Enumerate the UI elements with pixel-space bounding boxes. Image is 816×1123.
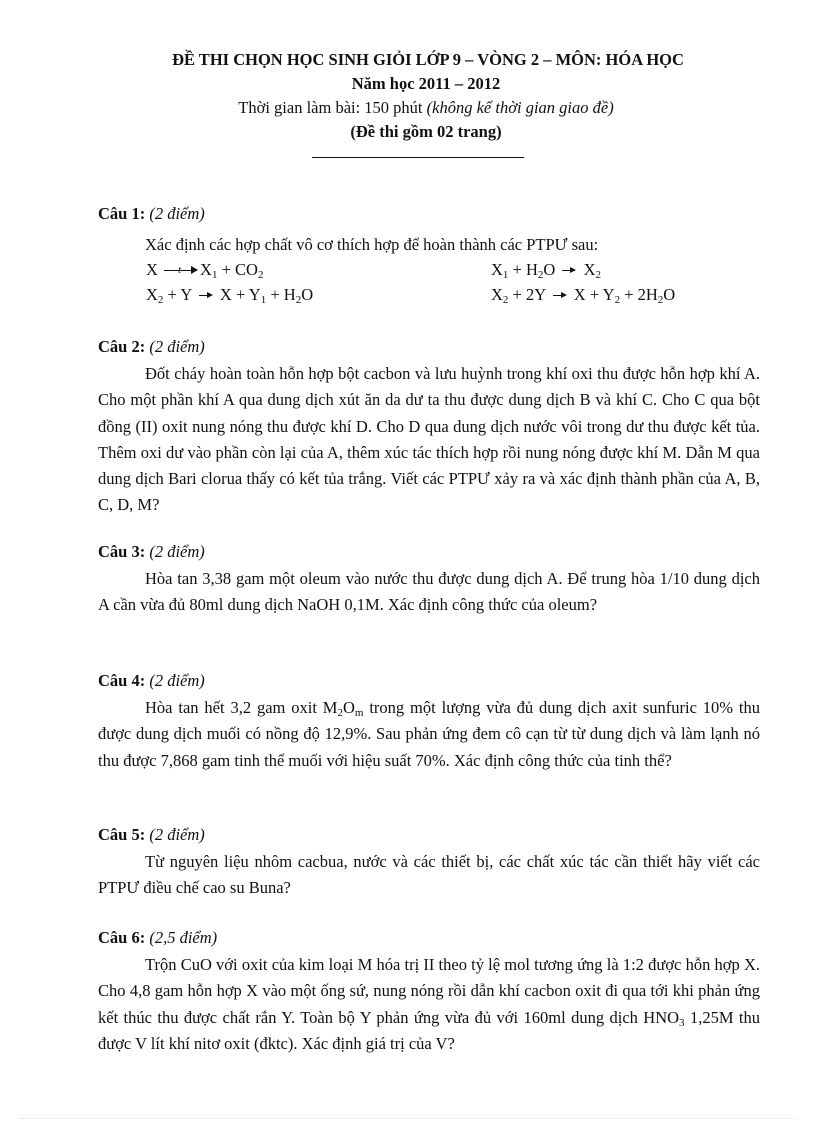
question-title: Câu 2: (2 điểm): [98, 337, 205, 356]
page-bottom-border: [20, 1118, 796, 1119]
exam-header: [0, 48, 816, 144]
question-title: Câu 6: (2,5 điểm): [98, 928, 218, 947]
question-5: [98, 823, 760, 902]
question-2: [98, 335, 760, 519]
equation-1: X t $X_1 + CO_2$: [146, 260, 264, 281]
question-body: Hòa tan hết 3,2 gam oxit $M_2O_m$ trong một lượng vừa đủ dung dịch axit sunfuric 10% thu được dung dịch muối có nồng độ 12,9%. Sau phản ứng đem cô cạn từ từ dung dịch và làm lạnh nó thu được 7,868 gam tinh thể muối với hiệu suất 70%. Xác định công thức của tinh thể?: [98, 698, 760, 770]
exam-title: ĐỀ THI CHỌN HỌC SINH GIỎI LỚP 9 – VÒNG 2 – MÔN: HÓA HỌC: [172, 50, 684, 69]
question-title: Câu 5: (2 điểm): [98, 825, 205, 844]
question-body: Từ nguyên liệu nhôm cacbua, nước và các thiết bị, các chất xúc tác cần thiết hãy viết các PTPƯ điều chế cao su Buna?: [98, 852, 760, 898]
question-body: Xác định các hợp chất vô cơ thích hợp để hoàn thành các PTPƯ sau:: [145, 235, 599, 254]
school-year: Năm học 2011 – 2012: [351, 74, 501, 93]
equation-3: $X_2 + Y$ $X + Y_1 + H_2O$: [146, 285, 314, 306]
reaction-arrow-heat: t: [164, 265, 198, 275]
header-divider: [312, 157, 524, 158]
equation-4: $X_2 + 2Y$ $X + Y_2 + 2H_2O$: [491, 285, 676, 306]
question-1: [98, 202, 760, 258]
question-4: [98, 669, 760, 774]
question-3: [98, 540, 760, 619]
time-limit: Thời gian làm bài: 150 phút (không kể thời gian giao đề): [238, 98, 614, 117]
question-title: Câu 4: (2 điểm): [98, 671, 205, 690]
equation-2: $X_1 + H_2O$ $X_2$: [491, 260, 601, 281]
question-title: Câu 3: (2 điểm): [98, 542, 205, 561]
question-body: Hòa tan 3,38 gam một oleum vào nước thu được dung dịch A. Để trung hòa 1/10 dung dịch A cần vừa đủ 80ml dung dịch NaOH 0,1M. Xác định công thức của oleum?: [98, 569, 760, 615]
question-body: Đốt cháy hoàn toàn hỗn hợp bột cacbon và lưu huỳnh trong khí oxi thu được hỗn hợp khí A. Cho một phần khí A qua dung dịch xút ăn da dư ta thu được dung dịch B và khí C. Cho C qua bột đồng (II) oxit nung nóng thu được khí D. Cho D qua dung dịch nước vôi trong dư thu được kết tủa. Thêm oxi dư vào phần còn lại của A, thêm xúc tác thích hợp rồi nung nóng được khí M. Dẫn M qua dung dịch Bari clorua thấy có kết tủa trắng. Viết các PTPƯ xảy ra và xác định thành phần của A, B, C, D, M?: [98, 364, 760, 515]
question-6: [98, 926, 760, 1057]
page-count: (Đề thi gồm 02 trang): [350, 122, 502, 141]
question-body: Trộn CuO với oxit của kim loại M hóa trị II theo tỷ lệ mol tương ứng là 1:2 được hỗn hợp X. Cho 4,8 gam hỗn hợp X vào một ống sứ, nung nóng rồi dẫn khí cacbon oxit đi qua tới khi phản ứng kết thúc thu được chất rắn Y. Toàn bộ Y phản ứng vừa đủ với 160ml dung dịch $HNO_3$ 1,25M thu được V lít khí nitơ oxit (đktc). Xác định giá trị của V?: [98, 955, 760, 1053]
question-title: Câu 1: (2 điểm): [98, 204, 205, 223]
